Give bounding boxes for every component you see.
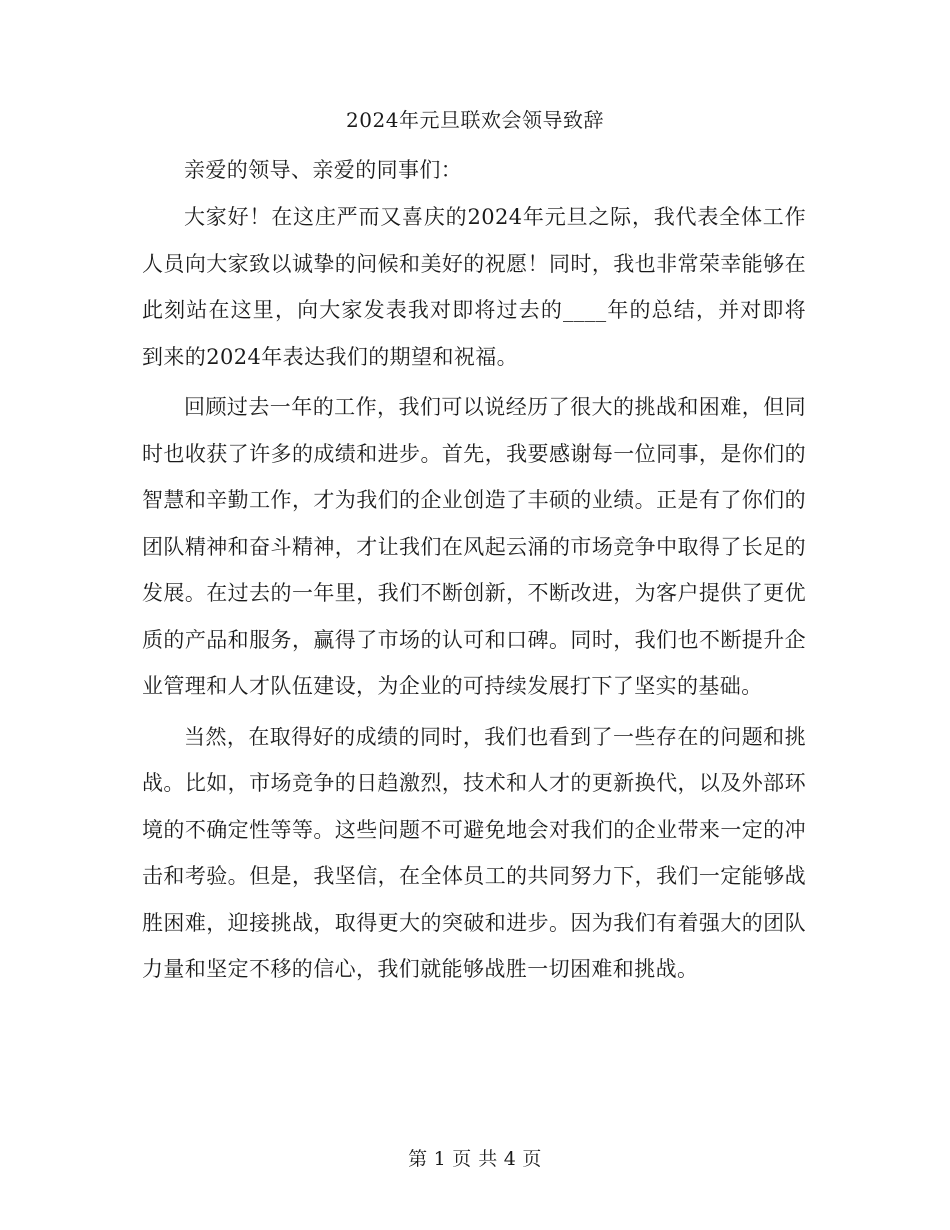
page-label-suffix: 页 (522, 1148, 542, 1170)
paragraph-greeting: 大家好！在这庄严而又喜庆的2024年元旦之际，我代表全体工作人员向大家致以诚挚的问候和美好的祝愿！同时，我也非常荣幸能够在此刻站在这里，向大家发表我对即将过去的____年的总结，并对即将到来的2024年表达我们的期望和祝福。 (142, 205, 806, 369)
paragraph-challenges: 当然，在取得好的成绩的同时，我们也看到了一些存在的问题和挑战。比如，市场竞争的日趋激烈，技术和人才的更新换代，以及外部环境的不确定性等等。这些问题不可避免地会对我们的企业带来一定的冲击和考验。但是，我坚信，在全体员工的共同努力下，我们一定能够战胜困难，迎接挑战，取得更大的突破和进步。因为我们有着强大的团队力量和坚定不移的信心，我们就能够战胜一切困难和挑战。 (142, 724, 806, 981)
page-label-prefix: 第 (408, 1148, 428, 1170)
document-title: 2024年元旦联欢会领导致辞 (346, 108, 604, 132)
total-pages-number: 4 (503, 1148, 517, 1170)
paragraph-review: 回顾过去一年的工作，我们可以说经历了很大的挑战和困难，但同时也收获了许多的成绩和进步。首先，我要感谢每一位同事，是你们的智慧和辛勤工作，才为我们的企业创造了丰硕的业绩。正是有了你们的团队精神和奋斗精神，才让我们在风起云涌的市场竞争中取得了长足的发展。在过去的一年里，我们不断创新，不断改进，为客户提供了更优质的产品和服务，赢得了市场的认可和口碑。同时，我们也不断提升企业管理和人才队伍建设，为企业的可持续发展打下了坚实的基础。 (142, 395, 806, 698)
salutation: 亲爱的领导、亲爱的同事们： (184, 158, 463, 182)
document-body (142, 150, 806, 993)
page-label-mid: 页 共 (452, 1148, 498, 1170)
page-footer (0, 1144, 950, 1174)
current-page-number: 1 (433, 1148, 447, 1170)
